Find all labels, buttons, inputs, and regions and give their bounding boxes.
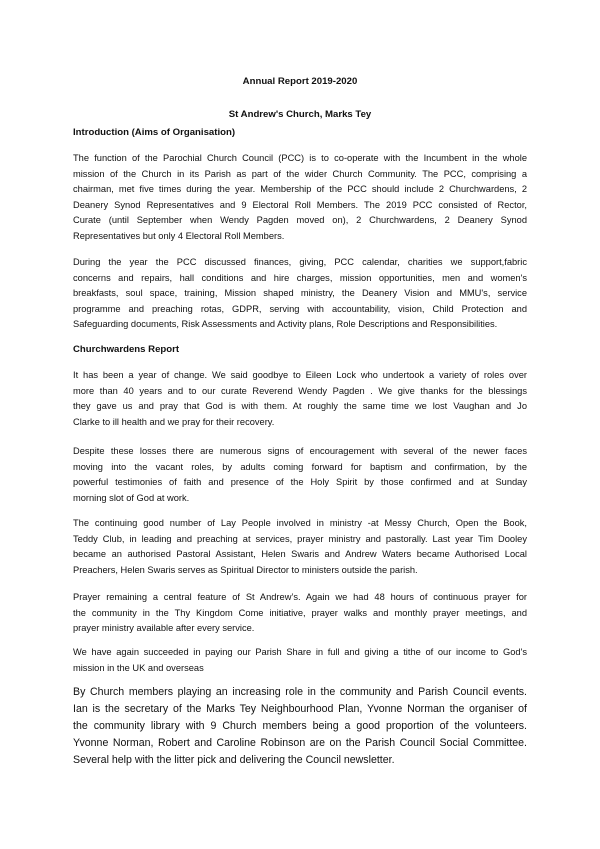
text-line: chairman, met five times during the year. Membership of the PCC should include 2 Churchwardens, 2 [73,184,527,194]
text-line: programme and preaching rotas, GDPR, serving with accountability, vision, Child Protection and [73,303,527,314]
text-line: Curate (until September when Wendy Pagden moved on), 2 Churchwardens, 2 Deanery Synod [73,215,527,225]
document-title: Annual Report 2019-2020 [242,76,358,87]
paragraph-encouragement [73,444,527,506]
text-line: concerns and repairs, hall conditions and hire charges, mission opportunities, men and women's [73,272,527,283]
text-line: By Church members playing an increasing role in the community and Parish Council events. [73,686,527,698]
section-heading-introduction: Introduction (Aims of Organisation) [73,127,236,138]
text-line: mission in the UK and overseas [73,662,204,673]
text-line: Despite these losses there are numerous signs of encouragement with several of the newer faces [73,446,527,456]
text-line: Preachers, Helen Swaris serves as Spiritual Director to ministers outside the parish. [73,564,418,575]
text-line: Yvonne Norman, Robert and Caroline Robinson are on the Parish Council Social Committee. [73,737,527,749]
text-line: morning slot of God at work. [73,492,190,503]
text-line: During the year the PCC discussed finances, giving, PCC calendar, charities we support,fabric [73,257,527,267]
text-line: the community library with 9 Church members being a good proportion of the volunteers. [73,720,527,732]
text-line: The function of the Parochial Church Council (PCC) is to co-operate with the Incumbent in the whole [73,153,527,163]
document-subtitle: St Andrew's Church, Marks Tey [228,109,372,120]
text-line: breakfasts, soul space, training, Mission shaped ministry, the Deanery Vision and MMU's, service [73,288,527,298]
text-line: prayer ministry available after every service. [73,623,255,633]
section-heading-churchwardens: Churchwardens Report [73,344,180,355]
text-line: became an authorised Pastoral Assistant, Helen Swaris and Andrew Waters became Authorised Local [73,549,527,559]
text-line: Safeguarding documents, Risk Assessments and Activity plans, Role Descriptions and Responsibilities. [73,319,498,329]
text-line: We have again succeeded in paying our Parish Share in full and giving a tithe of our income to God's [73,647,527,657]
paragraph-lay-ministry [73,516,527,578]
paragraph-prayer [73,590,527,637]
text-line: powerful testimonies of faith and presence of the Holy Spirit by those confirmed and at Sunday [73,477,527,487]
paragraph-parish-share [73,645,527,676]
text-line: mission of the Church in its Parish as part of the wider Church Community. The PCC, comprising a [73,168,527,179]
paragraph-pcc-discussions [73,255,527,333]
text-line: Teddy Club, in leading and preaching at services, prayer ministry and pastorally. Last year Tim Dooley [73,533,527,544]
paragraph-pcc-function [73,151,527,244]
text-line: more than 40 years and to our curate Reverend Wendy Pagden . We give thanks for the blessings [73,385,527,396]
text-line: Representatives but only 4 Electoral Roll Members. [73,230,285,241]
text-line: the community in the Thy Kingdom Come initiative, prayer walks and monthly prayer meetings, and [73,607,527,618]
text-line: The continuing good number of Lay People involved in ministry -at Messy Church, Open the Book, [73,518,527,528]
text-line: It has been a year of change. We said goodbye to Eileen Lock who undertook a variety of roles over [73,370,527,380]
text-line: Deanery Synod Representatives and 9 Electoral Roll Members. The 2019 PCC consisted of Rector, [73,199,527,210]
paragraph-community-role [73,684,527,769]
paragraph-year-of-change [73,368,527,430]
text-line: moving into the vacant roles, by adults coming forward for baptism and confirmation, by the [73,461,527,472]
text-line: Ian is the secretary of the Marks Tey Neighbourhood Plan, Yvonne Norman the organiser of [73,703,527,715]
text-line: Several help with the litter pick and delivering the Council newsletter. [73,754,395,766]
text-line: Clarke to ill health and we pray for their recovery. [73,416,275,427]
text-line: Prayer remaining a central feature of St Andrew’s. Again we had 48 hours of continuous prayer for [73,592,527,602]
text-line: they gave us and pray that God is with them. At roughly the same time we lost Vaughan and Jo [73,401,527,411]
